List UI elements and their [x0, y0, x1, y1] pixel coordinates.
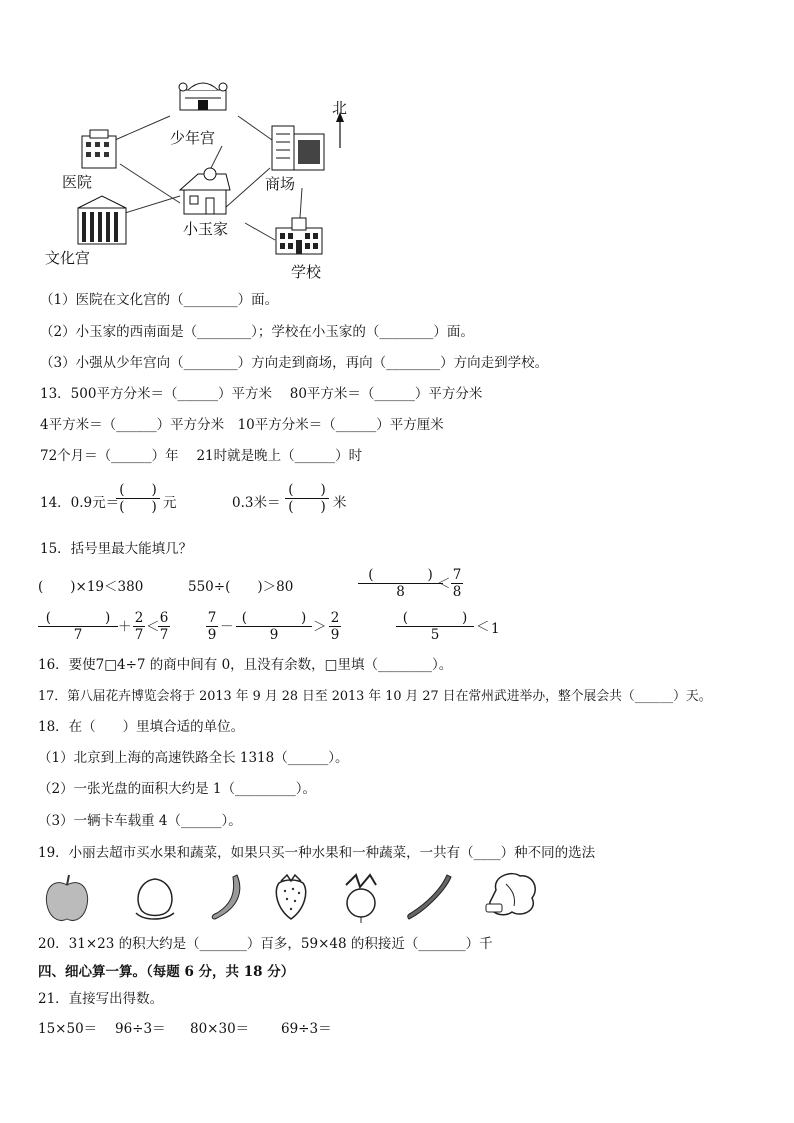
q14-a-suffix: 元 [163, 495, 177, 511]
q15-expr6-numerator: ( ) [402, 610, 468, 626]
radish-icon [336, 873, 386, 923]
q14-a-numerator: ( ) [119, 482, 157, 498]
q15-expr5-mid-denominator: 9 [269, 627, 279, 643]
q14-b-prefix: 0.3米＝ [232, 495, 281, 511]
q15-expr3-left-fraction [358, 567, 443, 600]
q15-expr4-plus: ＋ [118, 619, 132, 635]
strawberry-icon [271, 873, 311, 921]
q15-expr4-right-numerator: 6 [159, 610, 169, 626]
q18-line2: （2）一张光盘的面积大约是 1（_________）。 [38, 781, 316, 797]
q15-expr4-right-fraction [158, 610, 170, 643]
culture-palace-icon [78, 196, 126, 244]
q15-expr5-mid-fraction [236, 610, 312, 643]
q15-expr5-right-fraction [329, 610, 341, 643]
q15-expr4-mid-fraction [133, 610, 145, 643]
q14-b-denominator: ( ) [288, 499, 326, 515]
q21-item-1: 15×50＝ [38, 1021, 98, 1037]
q15-expr4-left-fraction [38, 610, 118, 643]
q15-expr3-left-numerator: ( ) [368, 567, 433, 583]
q13-line1: 13．500平方分米＝（______）平方米 80平方米＝（______）平方分米 [40, 386, 483, 402]
q21-title: 21．直接写出得数。 [38, 991, 164, 1007]
q12-line1: （1）医院在文化宫的（________）面。 [40, 292, 279, 308]
q15-expr4-left-denominator: 7 [73, 627, 83, 643]
q14-a-denominator: ( ) [119, 499, 157, 515]
q20-text: 20．31×23 的积大约是（_______）百多，59×48 的积接近（_______）千 [38, 936, 493, 952]
q15-expr6-denominator: 5 [430, 627, 440, 643]
q15-expr5-left-fraction [206, 610, 218, 643]
q21-item-4: 69÷3＝ [281, 1021, 332, 1037]
q16-text: 16．要使7□4÷7 的商中间有 0，且没有余数，□里填（________）。 [38, 657, 453, 673]
home-icon [180, 168, 230, 214]
q15-expr4-mid-numerator: 2 [134, 610, 144, 626]
q13-line2: 4平方米＝（______）平方分米 10平方分米＝（______）平方厘米 [40, 417, 444, 433]
map-label-culture-palace: 文化宫 [45, 249, 91, 267]
q15-expr6-fraction [396, 610, 474, 643]
q14-a-prefix: 14．0.9元＝ [40, 495, 120, 511]
q15-expr3-right-numerator: 7 [452, 567, 462, 583]
q12-line2: （2）小玉家的西南面是（________）；学校在小玉家的（________）面。 [40, 324, 474, 340]
q15-expr6-right: 1 [491, 621, 500, 637]
q15-title: 15．括号里最大能填几？ [40, 541, 193, 557]
map-label-school: 学校 [291, 263, 322, 281]
section4-heading: 四、细心算一算。（每题 6 分，共 18 分） [38, 964, 295, 980]
q15-expr4-mid-denominator: 7 [134, 627, 144, 643]
q14-b-numerator: ( ) [288, 482, 326, 498]
q15-expr4-left-numerator: ( ) [45, 610, 111, 626]
q15-expr1: ( )×19＜380 [38, 579, 144, 595]
q15-expr3-left-denominator: 8 [396, 584, 405, 600]
q12-line3: （3）小强从少年宫向（________）方向走到商场，再向（________）方向走到学校。 [40, 355, 549, 371]
cucumber-icon [405, 873, 455, 923]
q14-b-suffix: 米 [333, 495, 347, 511]
map-label-hospital: 医院 [62, 173, 93, 191]
q13-line3: 72个月＝（______）年 21时就是晚上（______）时 [40, 448, 363, 464]
q15-expr4-lt: ＜ [146, 619, 160, 635]
q15-expr2: 550÷( )＞80 [188, 579, 294, 595]
apple-icon [42, 873, 92, 925]
school-icon [276, 218, 322, 254]
mall-icon [272, 126, 324, 170]
q18-line1: （1）北京到上海的高速铁路全长 1318（______）。 [38, 750, 349, 766]
q19-text: 19．小丽去超市买水果和蔬菜，如果只买一种水果和一种蔬菜，一共有（____）种不同的选法 [38, 845, 596, 861]
banana-icon [207, 873, 247, 923]
q15-expr6-lt: ＜ [476, 619, 490, 635]
q14-b-fraction [285, 482, 329, 515]
q15-expr5-gt: ＞ [313, 619, 327, 635]
q15-expr4-right-denominator: 7 [159, 627, 169, 643]
q15-expr5-left-denominator: 9 [207, 627, 217, 643]
map-label-north: 北 [332, 99, 348, 117]
q15-expr5-left-numerator: 7 [207, 610, 217, 626]
map-label-home: 小玉家 [183, 220, 229, 238]
q18-title: 18．在（ ）里填合适的单位。 [38, 719, 245, 735]
q15-expr3-right-fraction [451, 567, 463, 600]
q17-text: 17．第八届花卉博览会将于 2013 年 9 月 28 日至 2013 年 10 月 27 日在常州武进举办，整个展会共（______）天。 [38, 689, 712, 704]
q15-expr5-mid-numerator: ( ) [241, 610, 307, 626]
q15-expr3-right-denominator: 8 [452, 584, 462, 600]
map-label-youth-palace: 少年宫 [170, 129, 216, 147]
q14-a-fraction [116, 482, 160, 515]
q15-expr3-lt: ＜ [437, 576, 451, 592]
youth-palace-icon [179, 83, 227, 110]
q18-line3: （3）一辆卡车载重 4（______）。 [38, 813, 242, 829]
peach-icon [130, 873, 180, 923]
map-label-mall: 商场 [265, 175, 296, 193]
hospital-icon [82, 130, 116, 168]
q15-expr5-right-denominator: 9 [330, 627, 340, 643]
cabbage-icon [482, 870, 542, 920]
q15-expr5-minus: － [220, 619, 234, 635]
q21-item-2: 96÷3＝ [115, 1021, 166, 1037]
q21-item-3: 80×30＝ [190, 1021, 250, 1037]
q15-expr5-right-numerator: 2 [330, 610, 340, 626]
